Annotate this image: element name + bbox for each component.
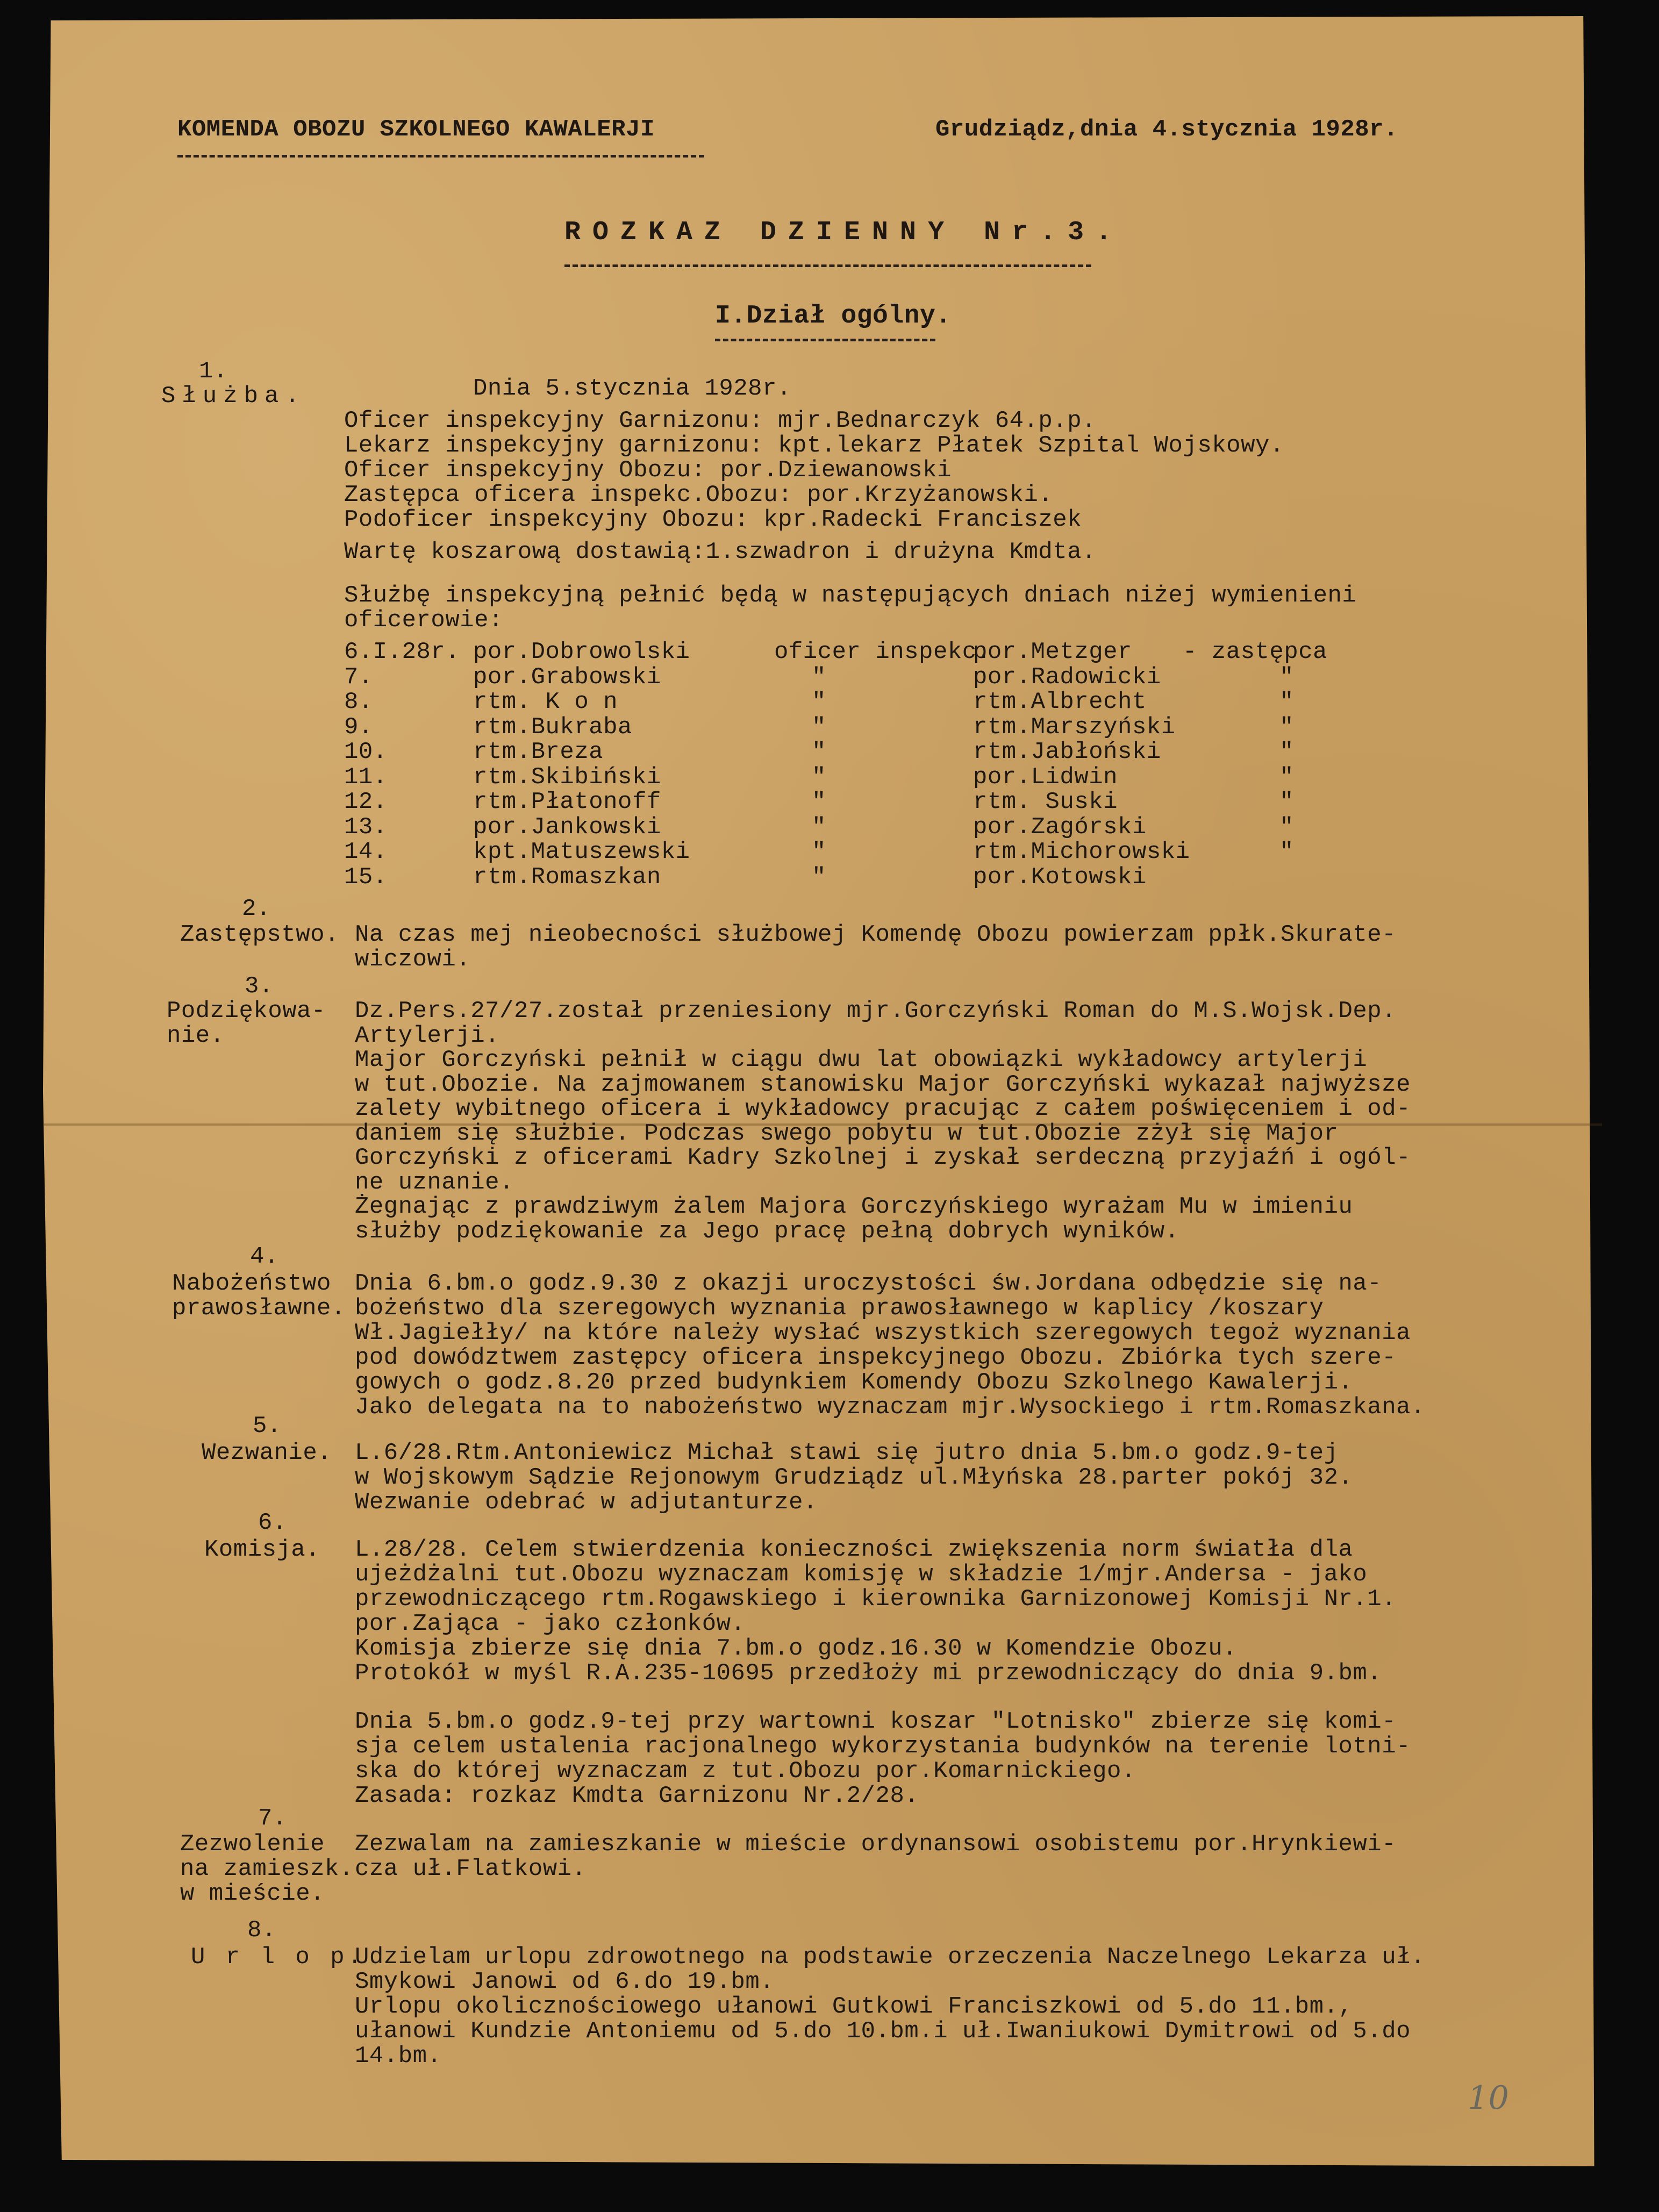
item-label: Podziękowa- nie.	[167, 998, 326, 1049]
item-number: 7.	[258, 1805, 287, 1832]
item-line: Żegnając z prawdziwym żalem Majora Gorczyńskiego wyrażam Mu w imieniu	[355, 1193, 1353, 1220]
item-number: 4.	[250, 1243, 279, 1270]
schedule-officer: kpt.Matuszewski	[473, 839, 690, 865]
item-line: daniem się służbie. Podczas swego pobytu w tut.Obozie zżył się Major	[355, 1120, 1339, 1147]
item-line: cza uł.Flatkowi.	[355, 1856, 587, 1882]
item-line: w tut.Obozie. Na zajmowanem stanowisku Major Gorczyński wykazał najwyższe	[355, 1071, 1411, 1098]
item-line: sja celem ustalenia racjonalnego wykorzystania budynków na terenie lotni-	[355, 1733, 1411, 1760]
item-line: pod dowództwem zastępcy oficera inspekcyjnego Obozu. Zbiórka tych szere-	[355, 1344, 1397, 1371]
schedule-officer: por.Dobrowolski	[473, 639, 690, 665]
schedule-deputy-role: "	[1279, 663, 1294, 691]
item-number: 6.	[258, 1509, 287, 1536]
item-line: ne uznanie.	[355, 1169, 514, 1196]
section-underline	[715, 339, 935, 341]
unit-name: KOMENDA OBOZU SZKOLNEGO KAWALERJI	[177, 116, 655, 143]
item-label: Zezwolenie na zamieszk. w mieście.	[180, 1831, 354, 1907]
schedule-date: 12.	[344, 789, 388, 815]
item-line: Oficer inspekcyjny Obozu: por.Dziewanowski	[344, 457, 952, 484]
schedule-deputy-role: "	[1279, 739, 1294, 765]
item-number: 2.	[242, 896, 271, 922]
item-line: L.6/28.Rtm.Antoniewicz Michał stawi się jutro dnia 5.bm.o godz.9-tej	[355, 1440, 1339, 1466]
schedule-role: "	[812, 689, 826, 715]
schedule-deputy-role: "	[1279, 789, 1294, 815]
item-line: wiczowi.	[355, 946, 471, 973]
item-line: Udzielam urlopu zdrowotnego na podstawie orzeczenia Naczelnego Lekarza uł.	[355, 1944, 1425, 1971]
schedule-deputy: por.Kotowski	[973, 863, 1147, 891]
schedule-date: 9.	[344, 713, 373, 741]
item-line: Dnia 5.bm.o godz.9-tej przy wartowni koszar "Lotnisko" zbierze się komi-	[355, 1708, 1397, 1735]
schedule-officer: por.Grabowski	[473, 663, 661, 691]
place-date: Grudziądz,dnia 4.stycznia 1928r.	[935, 116, 1398, 143]
item-line: L.28/28. Celem stwierdzenia konieczności zwiększenia norm światła dla	[355, 1536, 1353, 1563]
item-line: Smykowi Janowi od 6.do 19.bm.	[355, 1968, 775, 1995]
schedule-role: "	[812, 663, 826, 691]
item-line: Jako delegata na to nabożeństwo wyznaczam mjr.Wysockiego i rtm.Romaszkana.	[355, 1394, 1425, 1421]
section-heading: I.Dział ogólny.	[715, 302, 952, 331]
schedule-deputy: por.Metzger	[973, 639, 1132, 665]
item-line: Na czas mej nieobecności służbowej Komendę Obozu powierzam ppłk.Skurate-	[355, 921, 1397, 948]
item-number: 3.	[245, 973, 274, 1000]
schedule-role: oficer inspekc.	[774, 639, 991, 665]
item-line: Protokół w myśl R.A.235-10695 przedłoży mi przewodniczący do dnia 9.bm.	[355, 1660, 1382, 1687]
schedule-deputy-role: "	[1279, 713, 1294, 741]
item-line: Dnia 5.stycznia 1928r.	[473, 375, 791, 402]
schedule-role: "	[812, 789, 826, 815]
schedule-date: 11.	[344, 763, 388, 791]
schedule-role: "	[812, 713, 826, 741]
item-line: Artylerji.	[355, 1022, 500, 1049]
item-line: por.Zająca - jako członków.	[355, 1610, 746, 1637]
item-number: 8.	[247, 1917, 276, 1944]
schedule-deputy-role: - zastępca	[1183, 639, 1328, 665]
schedule-deputy: rtm.Jabłoński	[973, 739, 1161, 765]
schedule-date: 13.	[344, 813, 388, 841]
schedule-role: "	[812, 813, 826, 841]
item-line: Podoficer inspekcyjny Obozu: kpr.Radecki Franciszek	[344, 506, 1082, 533]
item-line: ska do której wyznaczam z tut.Obozu por.Komarnickiego.	[355, 1758, 1136, 1785]
item-line: Służbę inspekcyjną pełnić będą w następujących dniach niżej wymienieni	[344, 582, 1357, 609]
schedule-officer: rtm. K o n	[473, 689, 618, 715]
schedule-deputy: rtm.Albrecht	[973, 689, 1147, 715]
schedule-deputy: por.Zagórski	[973, 813, 1147, 841]
item-line: zalety wybitnego oficera i wykładowcy pracując z całem poświęceniem i od-	[355, 1096, 1411, 1122]
schedule-date: 14.	[344, 839, 388, 865]
item-number: 1.	[199, 358, 228, 385]
item-line: Major Gorczyński pełnił w ciągu dwu lat obowiązki wykładowcy artylerji	[355, 1047, 1368, 1073]
item-line: przewodniczącego rtm.Rogawskiego i kierownika Garnizonowej Komisji Nr.1.	[355, 1586, 1397, 1613]
item-line: Urlopu okolicznościowego ułanowi Gutkowi Franciszkowi od 5.do 11.bm.,	[355, 1993, 1353, 2020]
schedule-officer: rtm.Breza	[473, 739, 604, 765]
item-number: 5.	[253, 1413, 282, 1440]
item-label: Zastępstwo.	[180, 921, 339, 948]
schedule-deputy-role: "	[1279, 839, 1294, 865]
schedule-officer: rtm.Płatonoff	[473, 789, 661, 815]
item-line: oficerowie:	[344, 607, 503, 634]
schedule-deputy-role: "	[1279, 763, 1294, 791]
schedule-deputy: por.Radowicki	[973, 663, 1161, 691]
schedule-deputy: rtm.Michorowski	[973, 839, 1190, 865]
handwritten-mark: 10	[1468, 2079, 1510, 2117]
unit-underline	[177, 155, 704, 158]
schedule-deputy-role: "	[1279, 689, 1294, 715]
schedule-officer: rtm.Bukraba	[473, 713, 632, 741]
item-label: Komisja.	[204, 1536, 320, 1563]
schedule-date: 8.	[344, 689, 373, 715]
schedule-deputy: rtm. Suski	[973, 789, 1118, 815]
schedule-role: "	[812, 863, 826, 891]
schedule-date: 15.	[344, 863, 388, 891]
schedule-date: 10.	[344, 739, 388, 765]
item-line: Dz.Pers.27/27.został przeniesiony mjr.Gorczyński Roman do M.S.Wojsk.Dep.	[355, 998, 1397, 1025]
title-underline	[564, 264, 1091, 267]
item-line: Wł.Jagiełły/ na które należy wysłać wszystkich szeregowych tegoż wyznania	[355, 1320, 1411, 1347]
schedule-officer: rtm.Romaszkan	[473, 863, 661, 891]
item-line: bożeństwo dla szeregowych wyznania prawosławnego w kaplicy /koszary	[355, 1295, 1324, 1322]
item-line: gowych o godz.8.20 przed budynkiem Komendy Obozu Szkolnego Kawalerji.	[355, 1369, 1353, 1396]
schedule-date: 6.I.28r.	[344, 639, 460, 665]
schedule-deputy: por.Lidwin	[973, 763, 1118, 791]
schedule-role: "	[812, 763, 826, 791]
item-line: Zasada: rozkaz Kmdta Garnizonu Nr.2/28.	[355, 1783, 919, 1809]
item-line: 14.bm.	[355, 2043, 442, 2070]
item-line: Gorczyński z oficerami Kadry Szkolnej i zyskał serdeczną przyjaźń i ogól-	[355, 1144, 1411, 1171]
item-line: Zezwalam na zamieszkanie w mieście ordynansowi osobistemu por.Hrynkiewi-	[355, 1831, 1397, 1858]
item-line: w Wojskowym Sądzie Rejonowym Grudziądz ul.Młyńska 28.parter pokój 32.	[355, 1464, 1353, 1491]
item-line: Oficer inspekcyjny Garnizonu: mjr.Bednarczyk 64.p.p.	[344, 407, 1097, 434]
item-label: Wezwanie.	[202, 1440, 332, 1466]
document-title: ROZKAZ DZIENNY Nr.3.	[564, 217, 1124, 248]
schedule-role: "	[812, 839, 826, 865]
schedule-deputy: rtm.Marszyński	[973, 713, 1176, 741]
item-line: Komisja zbierze się dnia 7.bm.o godz.16.30 w Komendzie Obozu.	[355, 1635, 1238, 1662]
item-line: Dnia 6.bm.o godz.9.30 z okazji uroczystości św.Jordana odbędzie się na-	[355, 1270, 1382, 1297]
item-label: Nabożeństwo prawosławne.	[172, 1270, 346, 1322]
item-line: Wezwanie odebrać w adjutanturze.	[355, 1489, 818, 1516]
item-line: Wartę koszarową dostawią:1.szwadron i drużyna Kmdta.	[344, 539, 1097, 565]
item-line: Lekarz inspekcyjny garnizonu: kpt.lekarz Płatek Szpital Wojskowy.	[344, 432, 1284, 459]
schedule-date: 7.	[344, 663, 373, 691]
schedule-role: "	[812, 739, 826, 765]
item-label: U r l o p.	[191, 1944, 366, 1971]
item-line: ujeżdżalni tut.Obozu wyznaczam komisję w składzie 1/mjr.Andersa - jako	[355, 1561, 1368, 1588]
schedule-deputy-role: "	[1279, 813, 1294, 841]
item-line: ułanowi Kundzie Antoniemu od 5.do 10.bm.i uł.Iwaniukowi Dymitrowi od 5.do	[355, 2018, 1411, 2045]
item-line: służby podziękowanie za Jego pracę pełną dobrych wyników.	[355, 1218, 1179, 1245]
schedule-officer: rtm.Skibiński	[473, 763, 661, 791]
item-label: Służba.	[161, 383, 306, 410]
schedule-officer: por.Jankowski	[473, 813, 661, 841]
item-line: Zastępca oficera inspekc.Obozu: por.Krzyżanowski.	[344, 482, 1053, 509]
